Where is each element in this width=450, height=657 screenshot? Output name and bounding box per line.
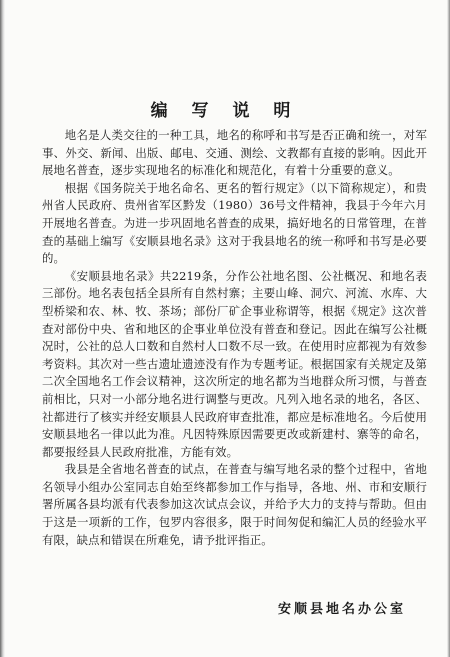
paragraph-2: 根据《国务院关于地名命名、更名的暂行规定》（以下简称规定），和贵州省人民政府、贵州省军区黔发（1980）36号文件精神，我县于今年六月开展地名普查。为进一步巩固地名普查的成果，搞好地名的日常管理，在普查的基础上编写《安顺县地名录》这对于我县地名的统一称呼和书写是必要的。 xyxy=(42,180,427,266)
paragraph-3: 《安顺县地名录》共2219条，分作公社地名图、公社概况、和地名表三部份。地名表包括全县所有自然村寨；主要山峰、洞穴、河流、水库、大型桥梁和农、林、牧、茶场；部份厂矿企事业称谓等，根据《规定》这次普查对部份中央、省和地区的企事业单位没有普查和登记。因此在编写公社概况时，公社的总人口数和自然村人口数不尽一致。在使用时应都视为有效参考资料。其次对一些古遗址遗迹没有作为专题考证。根据国家有关规定及第二次全国地名工作会议精神，这次所定的地名都为当地群众所习惯，与普查前相比，只对一小部分地名进行调整与更改。凡列入地名录的地名，各区、社都进行了核实并经安顺县人民政府审查批准，都应是标准地名。今后使用安顺县地名一律以此为准。凡因特殊原因需要更改或新建村、寨等的命名，都要报经县人民政府批准，方能有效。 xyxy=(42,268,427,459)
signature: 安顺县地名办公室 xyxy=(277,602,406,617)
paragraph-4: 我县是全省地名普查的试点，在普查与编写地名录的整个过程中，省地名领导小组办公室同志自始至终都参加工作与指导，各地、州、市和安顺行署所属各县均派有代表参加这次试点会议，并给予大力的支持与帮助。但由于这是一项新的工作，包罗内容很多，限于时间匆促和编汇人员的经验水平有限，缺点和错误在所难免，请予批评指正。 xyxy=(42,462,427,547)
paragraph-1: 地名是人类交往的一种工具，地名的称呼和书写是否正确和统一，对军事、外交、新闻、出版、邮电、交通、测绘、文教都有直接的影响。因此开展地名普查，逐步实现地名的标准化和规范化，有着十分重要的意义。 xyxy=(42,128,427,178)
page-title: 编 写 说 明 xyxy=(150,101,300,121)
document-body xyxy=(42,127,427,549)
